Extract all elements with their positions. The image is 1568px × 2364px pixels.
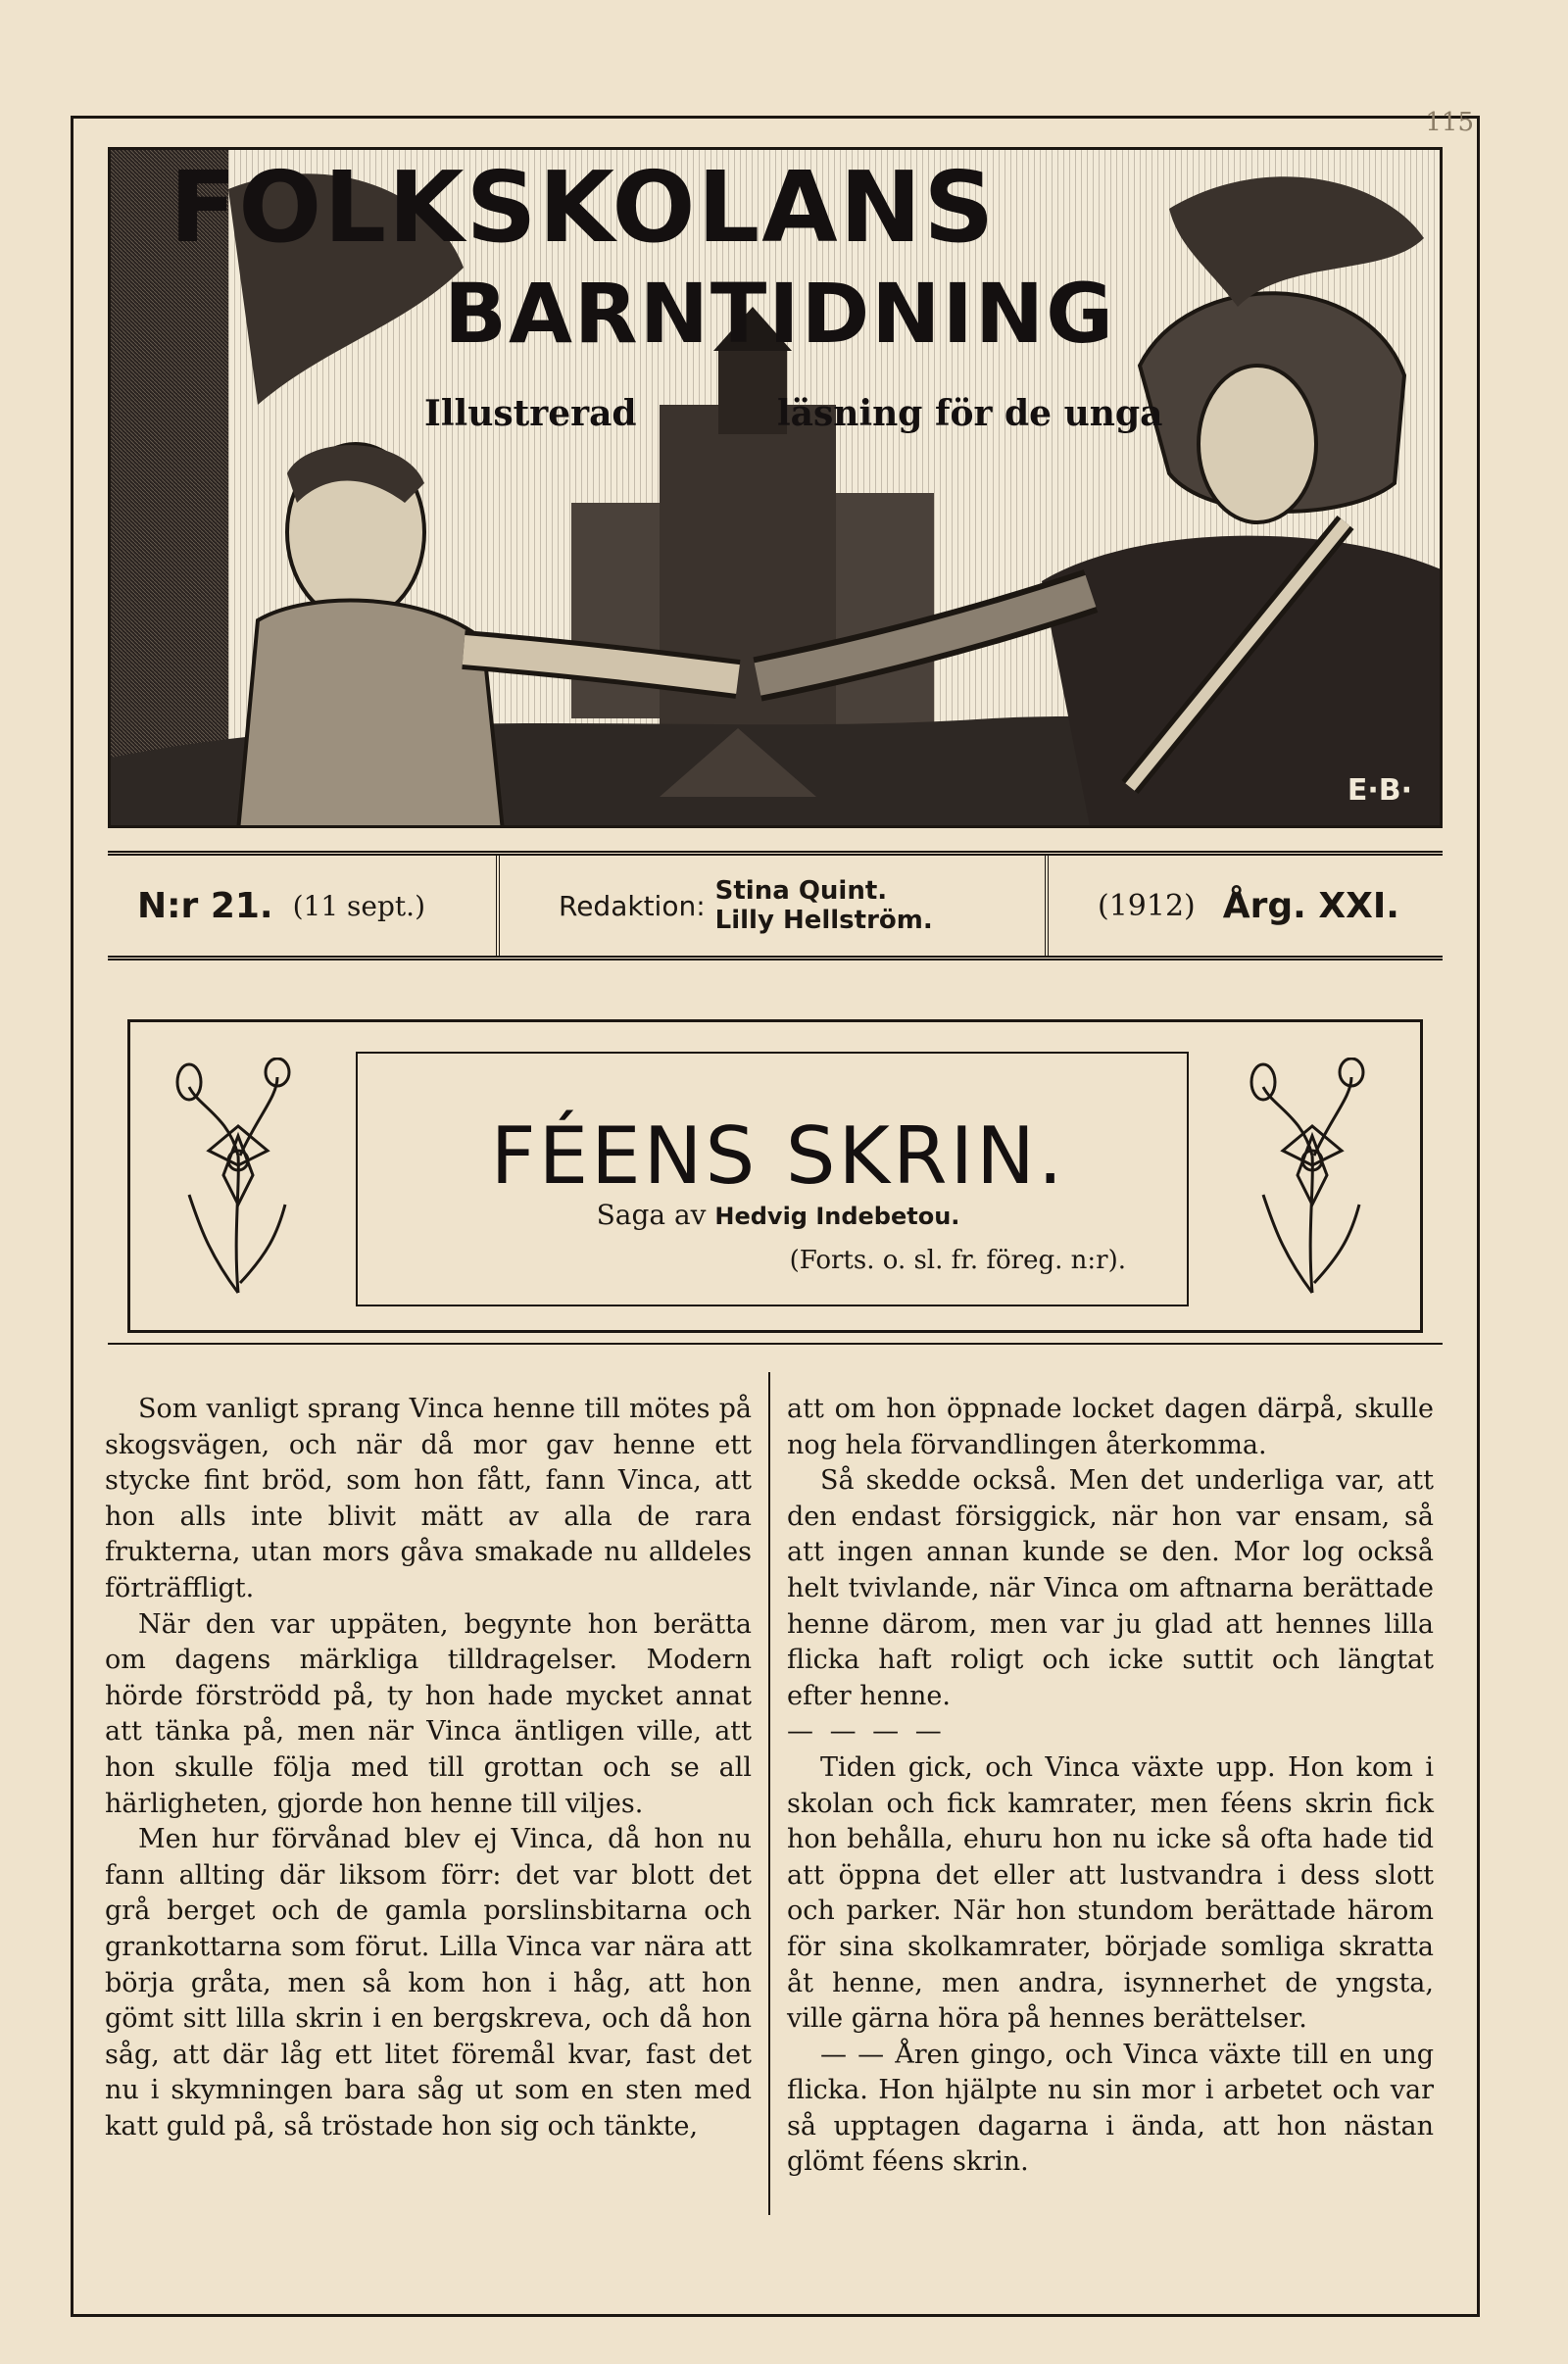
volume-number: Årg. XXI. <box>1222 885 1399 926</box>
section-break: — — — — <box>787 1716 946 1748</box>
issue-year: (1912) <box>1098 888 1196 923</box>
editor-list <box>715 876 933 935</box>
story-author: Hedvig Indebetou. <box>714 1203 960 1230</box>
story-byline <box>130 1199 1426 1231</box>
column-top-rule <box>108 1343 1443 1345</box>
issue-info-bar <box>108 851 1443 960</box>
issue-number: N:r 21. <box>137 885 273 926</box>
byline-prefix: Saga av <box>596 1199 707 1231</box>
story-title-box <box>127 1019 1423 1333</box>
masthead-subtitle-right: läsning för de unga <box>777 393 1163 434</box>
paragraph: Så skedde också. Men det underliga var, att den endast försiggick, när hon var ensam, så att ingen annan kunde se den. Mor log också helt tvivlande, när Vinca om aftnarna berättade henne därom, men var ju glad att hennes lilla flicka haft roligt och icke suttit och längtat efter henne. <box>787 1465 1434 1711</box>
editor-name: Stina Quint. <box>714 876 888 906</box>
masthead-subtitle-left: Illustrerad <box>424 393 637 434</box>
column-divider <box>768 1372 770 2215</box>
editors-cell <box>500 856 1049 956</box>
issue-date: (11 sept.) <box>292 889 425 922</box>
volume-cell <box>1049 856 1437 956</box>
editor-label: Redaktion: <box>559 889 706 922</box>
paragraph: Tiden gick, och Vinca växte upp. Hon kom i skolan och fick kamrater, men féens skrin fick hon behålla, ehuru hon nu icke så ofta hade tid att öppna det eller att lustvandra i dess slott och parker. När hon stundom berättade härom för sina skolkamrater, började somliga skratta åt henne, men andra, isynnerhet de yngsta, ville gärna höra på hennes berättelser. <box>787 1751 1434 2035</box>
page-number: 115 <box>1425 108 1474 137</box>
continuation-note: (Forts. o. sl. fr. föreg. n:r). <box>789 1246 1126 1275</box>
left-column <box>105 1392 752 2144</box>
artist-monogram: E·B· <box>1347 773 1412 808</box>
paragraph: Men hur förvånad blev ej Vinca, då hon nu fann allting där liksom förr: det var blott det grå berget och de gamla porslinsbitarna och grankottarna som förut. Lilla Vinca var nära att börja gråta, men så kom hon i håg, att hon gömt sitt lilla skrin i en bergskreva, och då hon såg, att där låg ett litet föremål kvar, fast det nu i skymningen bara såg ut som en sten med katt guld på, så tröstade hon sig och tänkte, <box>105 1824 752 2142</box>
masthead <box>108 147 1443 828</box>
issue-cell <box>108 856 500 956</box>
paragraph: När den var uppäten, begynte hon berätta om dagens märkliga tilldragelser. Modern hörde förströdd på, ty hon hade mycket annat att tänka på, men när Vinca äntligen ville, att hon skulle följa med till grottan och se all härligheten, gjorde hon henne till viljes. <box>105 1608 752 1819</box>
story-title: FÉENS SKRIN. <box>490 1110 1066 1202</box>
masthead-title-line1: FOLKSKOLANS <box>170 150 997 265</box>
masthead-title-line2: BARNTIDNING <box>444 266 1116 362</box>
editor-name: Lilly Hellström. <box>714 906 933 935</box>
paragraph: — — Åren gingo, och Vinca växte till en ung flicka. Hon hjälpte nu sin mor i arbetet och var så upptagen dagarna i ända, att hon nästan glömt féens skrin. <box>787 2039 1434 2178</box>
paragraph: Som vanligt sprang Vinca henne till mötes på skogsvägen, och när då mor gav henne ett stycke fint bröd, som hon fått, fann Vinca, att hon alls inte blivit mätt av alla de rara frukterna, utan mors gåva smakade nu alldeles förträffligt. <box>105 1394 752 1603</box>
paragraph: att om hon öppnade locket dagen därpå, skulle nog hela förvandlingen återkomma. <box>787 1394 1434 1460</box>
right-column <box>787 1392 1434 2181</box>
